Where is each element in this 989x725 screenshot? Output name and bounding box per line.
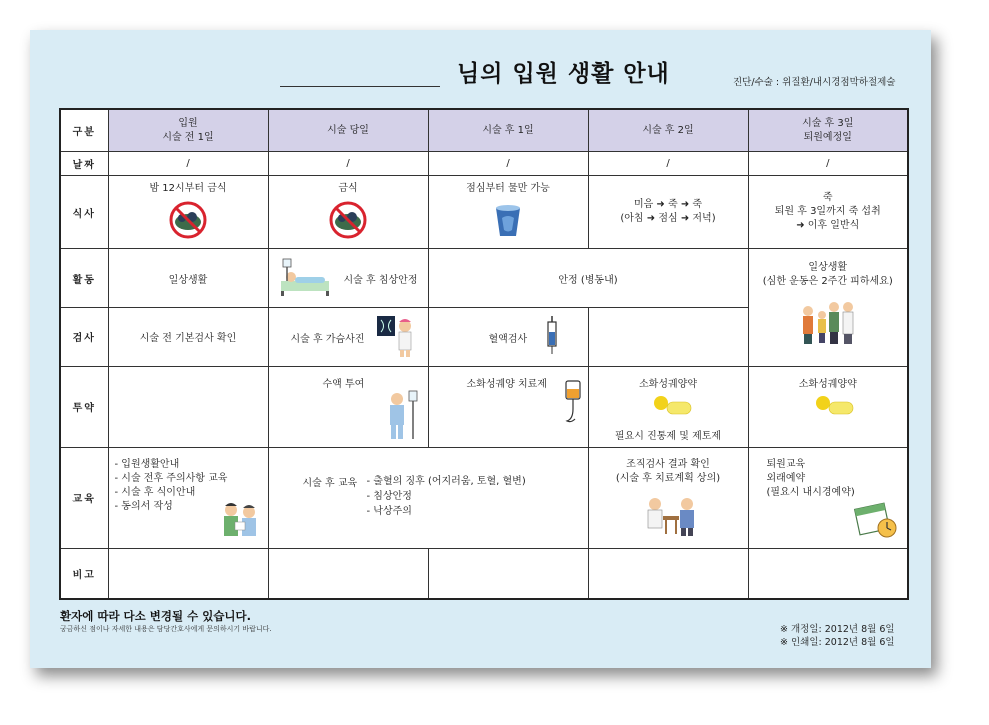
- meal-cell-4: 미음 ➜ 죽 ➜ 죽 (아침 ➜ 점심 ➜ 저녁): [588, 176, 748, 249]
- meal-cell-3: 점심부터 물만 가능: [428, 176, 588, 249]
- nurse-patient-icon: [219, 500, 263, 540]
- meal-cell-5: 죽 퇴원 후 3일까지 죽 섭취 ➜ 이후 일반식: [748, 176, 908, 249]
- education-item: 퇴원교육: [766, 458, 806, 470]
- remarks-cell: [108, 548, 268, 599]
- remarks-cell: [748, 548, 908, 599]
- medication-cell-4: 소화성궤양약 필요시 진통제 및 제토제: [588, 366, 748, 447]
- meal-cell-2: 금식: [268, 176, 428, 249]
- activity-row: [60, 249, 908, 308]
- education-item: (필요시 내시경예약): [766, 486, 855, 498]
- row-label-medication: 투약: [60, 366, 108, 447]
- remarks-cell: [428, 548, 588, 599]
- exam-cell-2: 시술 후 가슴사진: [268, 307, 428, 366]
- row-label-education: 교육: [60, 447, 108, 548]
- activity-cell-3-4: 안정 (병동내): [428, 249, 748, 308]
- education-row: [60, 447, 908, 548]
- printed-date: ※ 인쇄일: 2012년 8월 6일: [780, 637, 895, 648]
- date-cell: /: [748, 152, 908, 176]
- column-header-5: 시술 후 3일 퇴원예정일: [748, 109, 908, 152]
- water-cup-icon: [488, 200, 528, 240]
- education-item: - 침상안정: [366, 490, 412, 502]
- row-label-date: 날짜: [60, 152, 108, 176]
- education-item: - 시술 전후 주의사항 교육: [114, 472, 228, 484]
- education-prefix: 시술 후 교육: [302, 477, 358, 489]
- education-item: - 동의서 작성: [114, 500, 173, 512]
- column-header-3: 시술 후 1일: [428, 109, 588, 152]
- footer-notice: 환자에 따라 다소 변경될 수 있습니다.: [60, 609, 252, 623]
- corner-label: 구분: [60, 109, 108, 152]
- iv-bag-icon: [563, 379, 583, 425]
- date-cell: /: [588, 152, 748, 176]
- calendar-clock-icon: [853, 500, 899, 540]
- diagnosis-label: 진단/수술 : 위질환/내시경점막하절제술: [733, 77, 896, 88]
- exam-cell-3: 혈액검사: [428, 307, 588, 366]
- activity-cell-1: 일상생활: [108, 249, 268, 308]
- iv-patient-icon: [383, 389, 419, 441]
- footer-sub-notice: 궁금하신 점이나 자세한 내용은 담당간호사에게 문의하시기 바랍니다.: [60, 625, 272, 633]
- row-label-exam: 검사: [60, 307, 108, 366]
- education-cell-2-3: [268, 447, 588, 548]
- no-food-icon: [328, 200, 368, 240]
- exam-cell-4: [588, 307, 748, 366]
- pills-icon: [813, 393, 857, 417]
- no-food-icon: [168, 200, 208, 240]
- column-header-1: 입원 시술 전 1일: [108, 109, 268, 152]
- date-cell: /: [108, 152, 268, 176]
- remarks-cell: [588, 548, 748, 599]
- column-header-4: 시술 후 2일: [588, 109, 748, 152]
- remarks-row: [60, 548, 908, 599]
- column-header-2: 시술 당일: [268, 109, 428, 152]
- page-title: 님의 입원 생활 안내: [457, 61, 670, 87]
- row-label-remarks: 비고: [60, 548, 108, 599]
- education-item: - 입원생활안내: [114, 458, 180, 470]
- medication-cell-5: 소화성궤양약: [748, 366, 908, 447]
- chest-xray-icon: [375, 314, 419, 358]
- education-item: - 출혈의 징후 (어지러움, 토혈, 혈변): [366, 475, 526, 487]
- row-label-meal: 식사: [60, 176, 108, 249]
- date-cell: /: [268, 152, 428, 176]
- family-icon: [798, 297, 858, 347]
- meal-cell-1: 밤 12시부터 금식: [108, 176, 268, 249]
- activity-exam-cell-5: 일상생활 (심한 운동은 2주간 피하세요): [748, 249, 908, 366]
- education-item: 외래예약: [766, 472, 806, 484]
- medication-cell-1: [108, 366, 268, 447]
- revised-date: ※ 개정일: 2012년 8월 6일: [780, 624, 895, 635]
- education-item: - 시술 후 식이안내: [114, 486, 196, 498]
- syringe-icon: [545, 316, 559, 356]
- pills-icon: [651, 393, 695, 417]
- consultation-icon: [643, 494, 699, 538]
- header-row: [60, 109, 908, 152]
- remarks-cell: [268, 548, 428, 599]
- education-item: - 낙상주의: [366, 505, 412, 517]
- row-label-activity: 활동: [60, 249, 108, 308]
- education-cell-4: 조직검사 결과 확인 (시술 후 치료계획 상의): [588, 447, 748, 548]
- date-row: [60, 152, 908, 176]
- exam-cell-1: 시술 전 기본검사 확인: [108, 307, 268, 366]
- patient-bed-icon: [277, 257, 333, 297]
- medication-row: [60, 366, 908, 447]
- meal-row: [60, 176, 908, 249]
- medication-cell-3: 소화성궤양 치료제: [428, 366, 588, 447]
- date-cell: /: [428, 152, 588, 176]
- admission-schedule-table: [59, 108, 909, 600]
- education-cell-5: [748, 447, 908, 548]
- activity-cell-2: 시술 후 침상안정: [268, 249, 428, 308]
- patient-name-line: [280, 86, 440, 87]
- medication-cell-2: 수액 투여: [268, 366, 428, 447]
- education-cell-1: [108, 447, 268, 548]
